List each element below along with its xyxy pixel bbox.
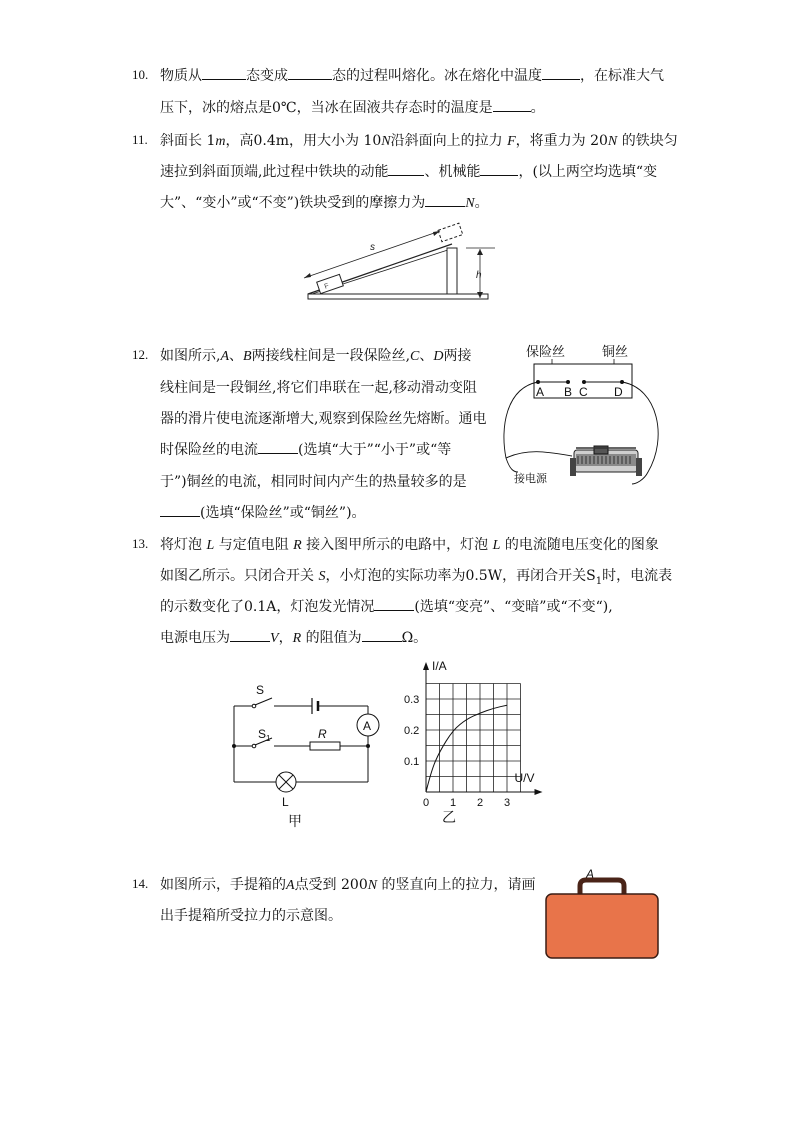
question-text-line: (选填“保险丝”或“铜丝”)。 [160,502,366,522]
question-text-line: 时保险丝的电流 (选填“大于”“小于”或“等 [160,439,451,459]
answer-blank[interactable] [230,627,270,642]
answer-blank[interactable] [258,439,298,454]
question-text-line: 线柱间是一段铜丝,将它们串联在一起,移动滑动变阻 [160,380,477,396]
question-text-line: 压下，冰的熔点是0℃，当冰在固液共存态时的温度是 。 [160,97,545,117]
rheostat [570,446,642,476]
answer-blank[interactable] [374,596,414,611]
question-text-line: 器的滑片使电流逐渐增大,观察到保险丝先熔断。通电 [160,411,487,427]
question-text-line: 的示数变化了0.1A，灯泡发光情况 (选填“变亮”、“变暗”或“不变“), [160,596,613,616]
switch-S-label: S [256,683,265,697]
answer-blank[interactable] [388,161,424,176]
iv-chart [398,656,568,834]
question-number: 12. [132,347,149,362]
figure-caption: 乙 [442,810,456,826]
y-tick-label: 0.2 [404,725,420,737]
answer-blank[interactable] [288,65,332,80]
question-text-line: 出手提箱所受拉力的示意图。 [160,908,342,924]
question-text-line: 如图所示,A、B两接线柱间是一段保险丝,C、D两接 [160,348,472,364]
question-number: 13. [132,536,149,551]
question-text-line: 如图所示，手提箱的A点受到 200N 的竖直向上的拉力，请画 [160,877,536,893]
power-label: 接电源 [514,473,547,485]
answer-blank[interactable] [480,161,518,176]
question-text-line: 如图乙所示。只闭合开关 S，小灯泡的实际功率为0.5W，再闭合开关$S_1$时，电流表 [160,568,673,587]
x-tick-label: 2 [477,797,484,809]
svg-text:D: D [614,385,623,399]
question-number: 14. [132,876,149,891]
svg-text:C: C [579,385,588,399]
copper-label: 铜丝 [602,344,629,359]
h-label: h [476,270,482,281]
answer-blank[interactable] [425,192,465,207]
suitcase-figure [540,864,664,964]
ammeter-label: A [363,719,372,733]
x-tick-label: 3 [504,797,511,809]
figure-caption: 甲 [288,814,302,830]
question-number: 10. [132,67,149,82]
answer-blank[interactable] [362,627,402,642]
x-axis-arrow [535,789,543,795]
x-tick-label: 1 [450,797,457,809]
answer-blank[interactable] [542,65,580,80]
question-text-line: 将灯泡 L 与定值电阻 R 接入图甲所示的电路中，灯泡 L 的电流随电压变化的图象 [160,537,659,553]
svg-text:B: B [564,385,573,399]
answer-blank[interactable] [493,97,531,112]
svg-text:F: F [323,282,331,291]
question-text-line: 斜面长 1m，高0.4m，用大小为 10N沿斜面向上的拉力 F，将重力为 20N 的铁块匀 [160,133,678,149]
resistor-label: R [318,727,327,741]
y-axis-arrow [423,662,429,670]
question-number: 11. [132,132,148,147]
question-text-line: 速拉到斜面顶端,此过程中铁块的动能 、机械能 ，(以上两空均选填“变 [160,161,657,181]
answer-blank[interactable] [202,65,246,80]
y-tick-label: 0.3 [404,694,420,706]
svg-text:A: A [536,385,545,399]
question-text-line: 电源电压为 V，R 的阻值为 Ω。 [160,627,427,647]
y-axis-label: I/A [432,659,447,673]
switch-S1-label: $S_1$ [258,727,271,743]
circuit-diagram [224,680,384,830]
fuse-circuit-figure [498,338,670,498]
x-axis-label: U/V [514,771,535,785]
lamp-label: L [282,795,289,809]
x-tick-label: 0 [423,797,430,809]
fuse-label: 保险丝 [526,344,566,359]
y-tick-label: 0.1 [404,756,420,768]
question-text-line: 物质从 态变成 态的过程叫熔化。冰在熔化中温度 ，在标准大气 [160,65,664,85]
incline-figure [290,222,500,306]
s-label: s [370,242,375,253]
question-text-line: 大”、“变小”或“不变”)铁块受到的摩擦力为 N。 [160,192,489,212]
question-text-line: 于”)铜丝的电流，相同时间内产生的热量较多的是 [160,474,467,490]
point-A-label: A [586,867,595,881]
answer-blank[interactable] [160,502,200,517]
